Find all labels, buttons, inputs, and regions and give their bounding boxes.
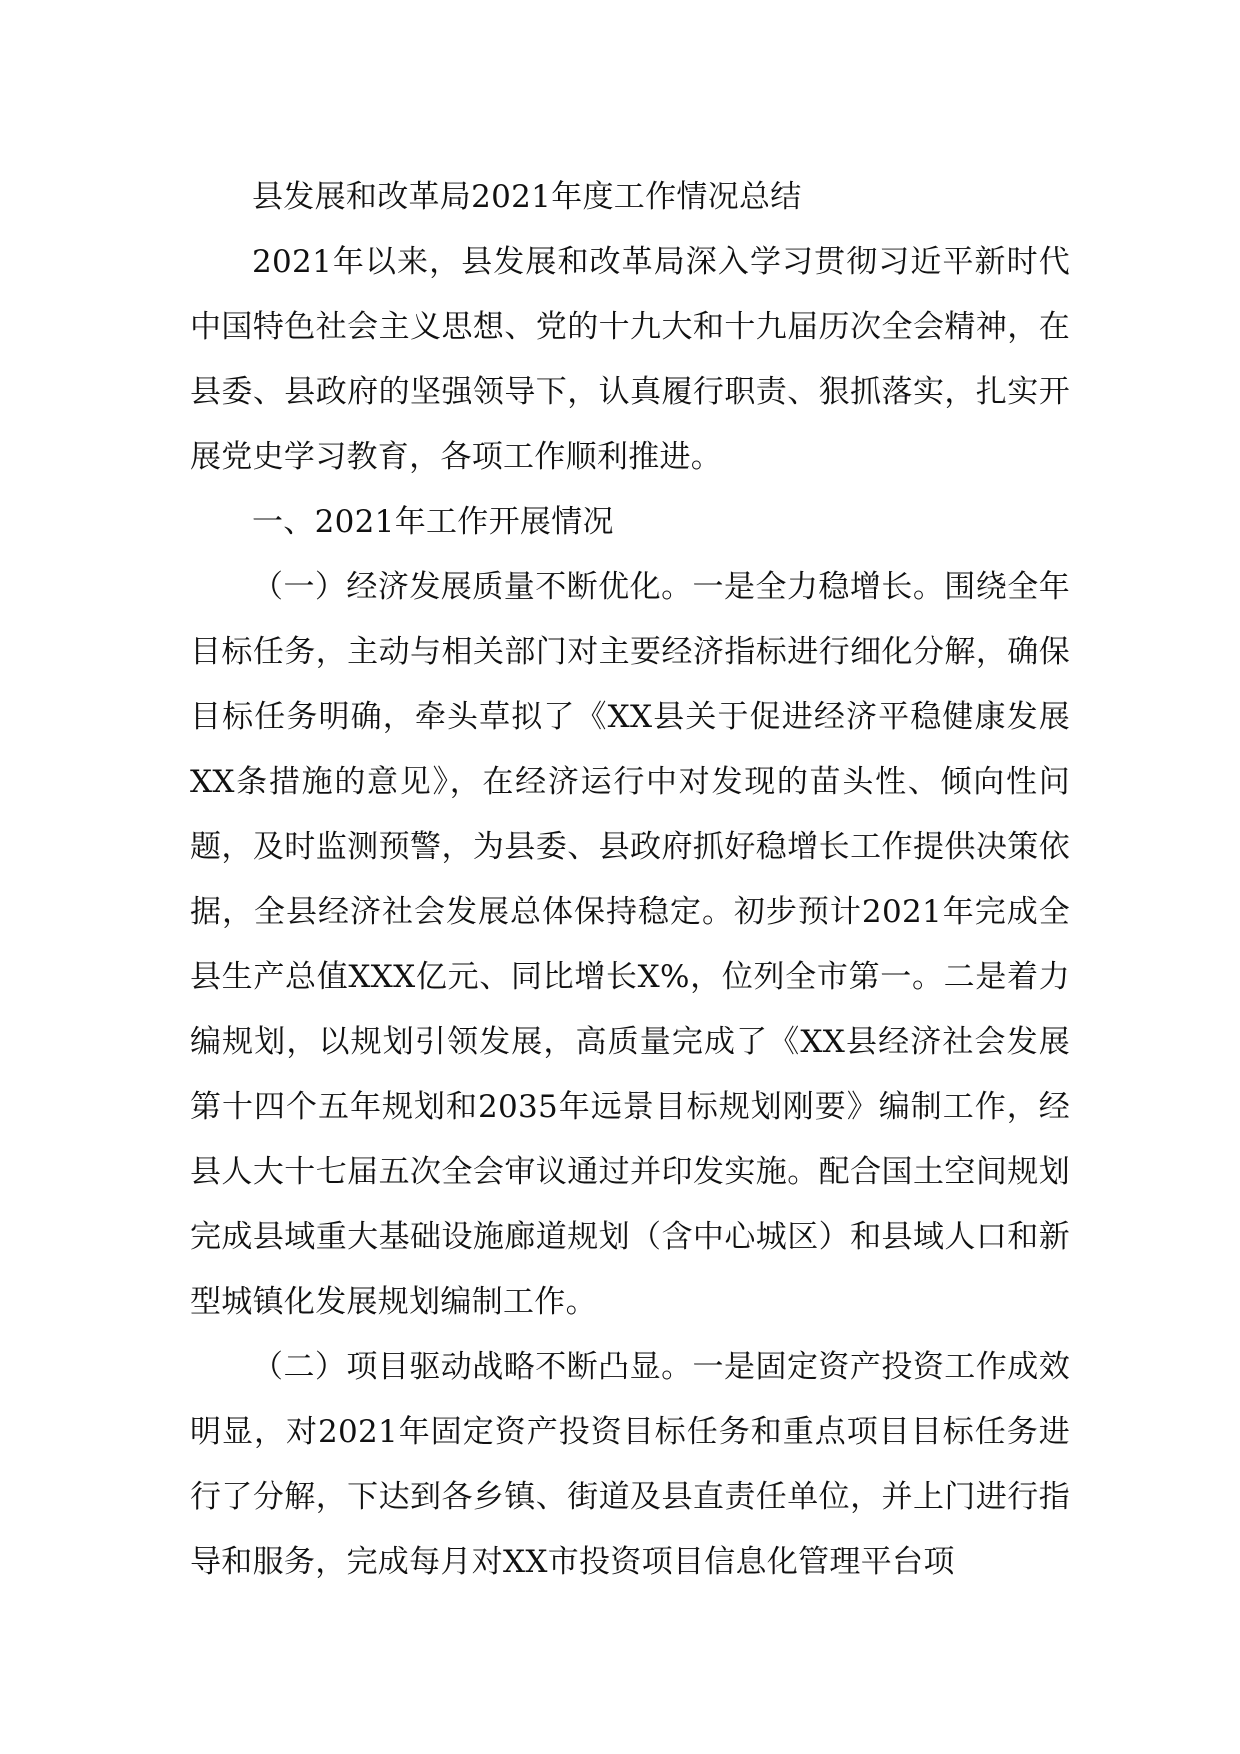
document-title: 县发展和改革局2021年度工作情况总结 <box>252 179 802 215</box>
section-heading: 一、2021年工作开展情况 <box>252 504 614 540</box>
project-paragraph: （二）项目驱动战略不断凸显。一是固定资产投资工作成效明显，对2021年固定资产投资目标任务和重点项目目标任务进行了分解，下达到各乡镇、街道及县直责任单位，并上门进行指导和服务，完成每月对XX市投资项目信息化管理平台项 <box>190 1349 1070 1580</box>
document-body <box>190 165 1070 1595</box>
economy-paragraph: （一）经济发展质量不断优化。一是全力稳增长。围绕全年目标任务，主动与相关部门对主要经济指标进行细化分解，确保目标任务明确，牵头草拟了《XX县关于促进经济平稳健康发展XX条措施的意见》，在经济运行中对发现的苗头性、倾向性问题，及时监测预警，为县委、县政府抓好稳增长工作提供决策依据，全县经济社会发展总体保持稳定。初步预计2021年完成全县生产总值XXX亿元、同比增长X%，位列全市第一。二是着力编规划，以规划引领发展，高质量完成了《XX县经济社会发展第十四个五年规划和2035年远景目标规划刚要》编制工作，经县人大十七届五次全会审议通过并印发实施。配合国土空间规划完成县域重大基础设施廊道规划（含中心城区）和县域人口和新型城镇化发展规划编制工作。 <box>190 569 1070 1320</box>
intro-paragraph: 2021年以来，县发展和改革局深入学习贯彻习近平新时代中国特色社会主义思想、党的十九大和十九届历次全会精神，在县委、县政府的坚强领导下，认真履行职责、狠抓落实，扎实开展党史学习教育，各项工作顺利推进。 <box>190 244 1070 475</box>
